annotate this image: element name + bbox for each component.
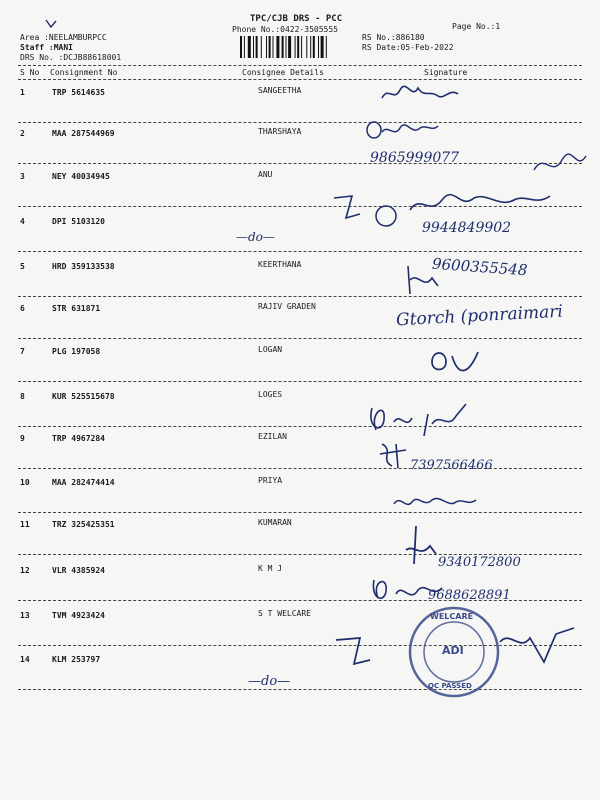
divider — [18, 79, 582, 80]
row-number: 1 — [20, 88, 25, 97]
consignment-number: MAA 282474414 — [52, 478, 115, 487]
rs-number: RS No.:886180 — [362, 33, 425, 42]
qc-passed-stamp — [406, 604, 502, 700]
consignee-name: EZILAN — [258, 432, 287, 441]
consignment-number: KLM 253797 — [52, 655, 101, 664]
consignee-name: THARSHAYA — [258, 127, 302, 136]
consignee-name: LOGAN — [258, 345, 283, 354]
ditto-mark-row-4: —do— — [236, 230, 275, 244]
row-number: 11 — [20, 520, 30, 529]
row-divider — [18, 251, 582, 252]
consignee-name: KUMARAN — [258, 518, 292, 527]
signature-row-11 — [400, 524, 440, 566]
signature-row-9 — [376, 440, 412, 470]
row-divider — [18, 122, 582, 123]
consignment-number: MAA 287544969 — [52, 129, 115, 138]
consignment-number: TVM 4923424 — [52, 611, 105, 620]
handwritten-text-row-6: Gtorch (ponraimari — [395, 301, 564, 331]
handwritten-phone-row-11: 9340172800 — [438, 555, 521, 570]
signature-row-1 — [378, 82, 468, 106]
row-number: 13 — [20, 611, 30, 620]
consignee-name: ANU — [258, 170, 273, 179]
consignee-name: LOGES — [258, 390, 283, 399]
page-number: Page No.:1 — [452, 22, 501, 31]
consignment-number: TRZ 325425351 — [52, 520, 115, 529]
barcode-icon — [240, 36, 354, 58]
stamp-text-mid: ADI — [442, 644, 464, 657]
consignment-number: PLG 197058 — [52, 347, 101, 356]
consignee-name: K M J — [258, 564, 283, 573]
handwritten-phone-row-2: 9865999077 — [370, 150, 460, 166]
row-divider — [18, 512, 582, 513]
row-number: 2 — [20, 129, 25, 138]
row-number: 8 — [20, 392, 25, 401]
handwritten-phone-row-9: 7397566466 — [410, 458, 493, 473]
phone-number: Phone No.:0422-3505555 — [232, 25, 338, 34]
consignment-number: NEY 40034945 — [52, 172, 110, 181]
column-consignee: Consignee Details — [242, 68, 324, 77]
row-number: 9 — [20, 434, 25, 443]
column-consignment: Consignment No — [50, 68, 118, 77]
row-number: 3 — [20, 172, 25, 181]
column-sno: S No — [20, 68, 40, 77]
column-signature: Signature — [424, 68, 468, 77]
consignee-name: SANGEETHA — [258, 86, 302, 95]
stamp-text-bottom: QC PASSED — [428, 682, 472, 690]
row-number: 6 — [20, 304, 25, 313]
row-number: 7 — [20, 347, 25, 356]
pen-tick-mark — [44, 18, 58, 30]
staff-label: Staff :MANI — [20, 43, 73, 52]
consignment-number: TRP 4967284 — [52, 434, 105, 443]
signature-row-7 — [428, 346, 488, 378]
consignment-number: STR 631871 — [52, 304, 101, 313]
row-divider — [18, 426, 582, 427]
row-number: 14 — [20, 655, 30, 664]
consignment-number: DPI 5103120 — [52, 217, 105, 226]
ditto-mark-row-14: —do— — [248, 674, 291, 689]
consignee-name: PRIYA — [258, 476, 283, 485]
row-divider — [18, 163, 582, 164]
document-title: TPC/CJB DRS - PCC — [250, 14, 343, 24]
handwritten-phone-row-5: 9600355548 — [431, 254, 528, 280]
row-number: 10 — [20, 478, 30, 487]
signature-row-2 — [364, 120, 444, 142]
row-divider — [18, 296, 582, 297]
row-divider — [18, 468, 582, 469]
consignee-name: KEERTHANA — [258, 260, 302, 269]
divider — [18, 65, 582, 66]
rs-date: RS Date:05-Feb-2022 — [362, 43, 454, 52]
row-number: 12 — [20, 566, 30, 575]
signature-scribble-row-2 — [530, 150, 590, 180]
consignment-number: VLR 4385924 — [52, 566, 105, 575]
row-number: 4 — [20, 217, 25, 226]
handwritten-phone-row-4: 9944849902 — [422, 220, 512, 236]
stamp-text-top: WELCARE — [430, 612, 474, 621]
row-number: 5 — [20, 262, 25, 271]
row-divider — [18, 381, 582, 382]
consignment-number: HRD 359133538 — [52, 262, 115, 271]
signature-row-10 — [390, 490, 480, 514]
drs-number: DRS No. :DCJB88618001 — [20, 53, 122, 62]
area-label: Area :NEELAMBURPCC — [20, 33, 107, 42]
row-divider — [18, 338, 582, 339]
consignee-name: RAJIV GRADEN — [258, 302, 316, 311]
consignee-name: S T WELCARE — [258, 609, 311, 618]
consignment-number: TRP 5614635 — [52, 88, 105, 97]
signature-row-5 — [402, 262, 442, 298]
consignment-number: KUR 525515678 — [52, 392, 115, 401]
handwritten-phone-row-12: 9688628891 — [428, 588, 511, 603]
